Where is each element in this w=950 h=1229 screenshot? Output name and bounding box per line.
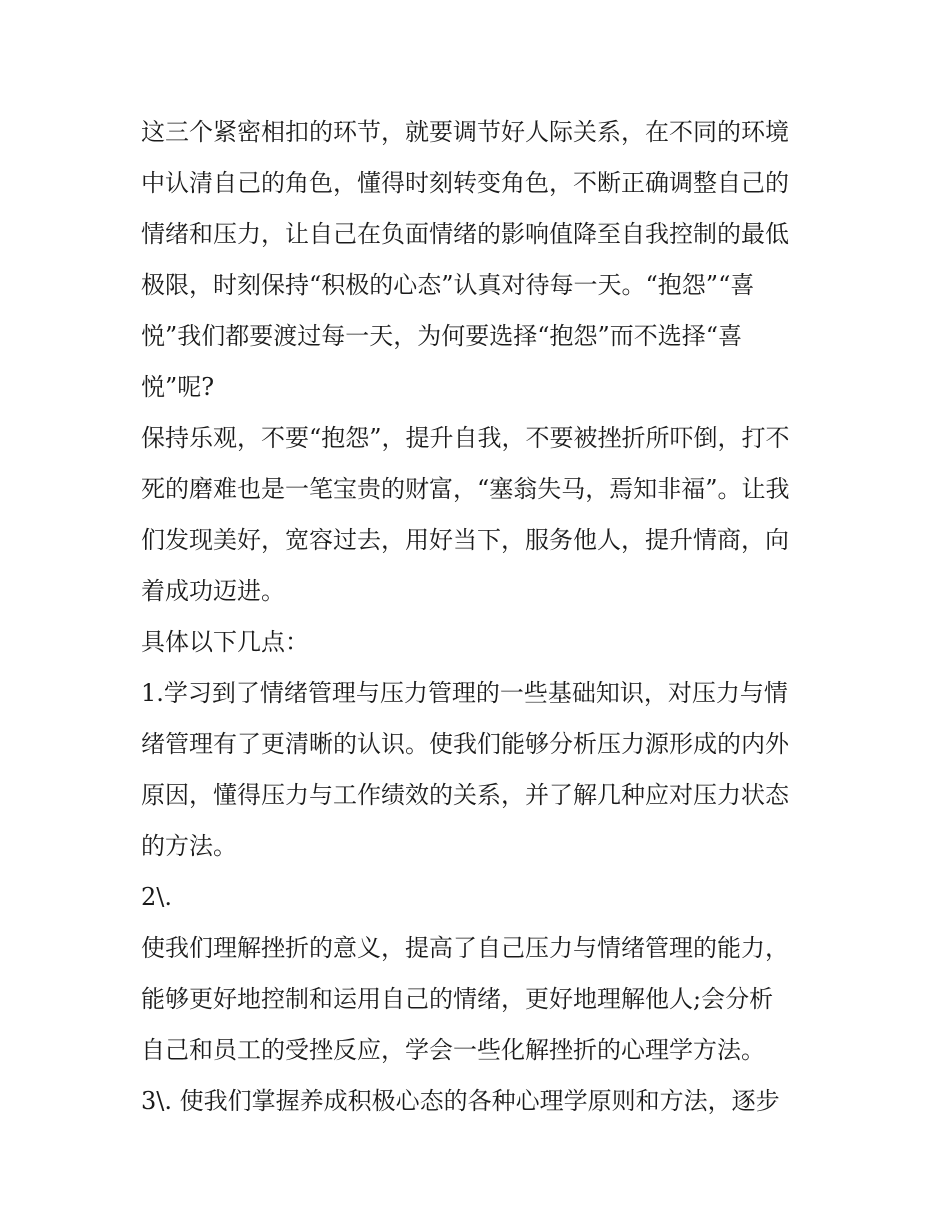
text-line: 绪管理有了更清晰的认识。使我们能够分析压力源形成的内外 xyxy=(141,730,789,758)
text-line: 情绪和压力，让自己在负面情绪的影响值降至自我控制的最低 xyxy=(141,220,789,248)
text-line: 具体以下几点： xyxy=(141,628,309,656)
text-line: 的方法。 xyxy=(141,832,237,860)
text-line: 悦”呢? xyxy=(141,373,215,401)
text-line: 悦”我们都要渡过每一天，为何要选择“抱怨”而不选择“喜 xyxy=(141,322,743,350)
text-line: 使我们理解挫折的意义，提高了自己压力与情绪管理的能力， xyxy=(141,934,789,962)
text-line: 能够更好地控制和运用自己的情绪，更好地理解他人;会分析 xyxy=(141,985,774,1013)
text-line: 着成功迈进。 xyxy=(141,577,285,605)
body-text xyxy=(141,107,821,1127)
text-line: 原因，懂得压力与工作绩效的关系，并了解几种应对压力状态 xyxy=(141,781,789,809)
text-line: 自己和员工的受挫反应，学会一些化解挫折的心理学方法。 xyxy=(141,1036,765,1064)
text-line: 们发现美好，宽容过去，用好当下，服务他人，提升情商，向 xyxy=(141,526,789,554)
text-line: 3\. 使我们掌握养成积极心态的各种心理学原则和方法，逐步 xyxy=(141,1087,780,1115)
text-line: 1.学习到了情绪管理与压力管理的一些基础知识，对压力与情 xyxy=(141,679,788,707)
text-line: 2\. xyxy=(141,883,172,911)
text-line: 保持乐观，不要“抱怨”，提升自我，不要被挫折所吓倒，打不 xyxy=(141,424,790,452)
text-line: 中认清自己的角色，懂得时刻转变角色，不断正确调整自己的 xyxy=(141,169,789,197)
text-line: 这三个紧密相扣的环节，就要调节好人际关系，在不同的环境 xyxy=(141,118,789,146)
text-line: 死的磨难也是一笔宝贵的财富，“塞翁失马，焉知非福”。让我 xyxy=(141,475,790,503)
text-line: 极限，时刻保持“积极的心态”认真对待每一天。“抱怨”“喜 xyxy=(141,271,755,299)
